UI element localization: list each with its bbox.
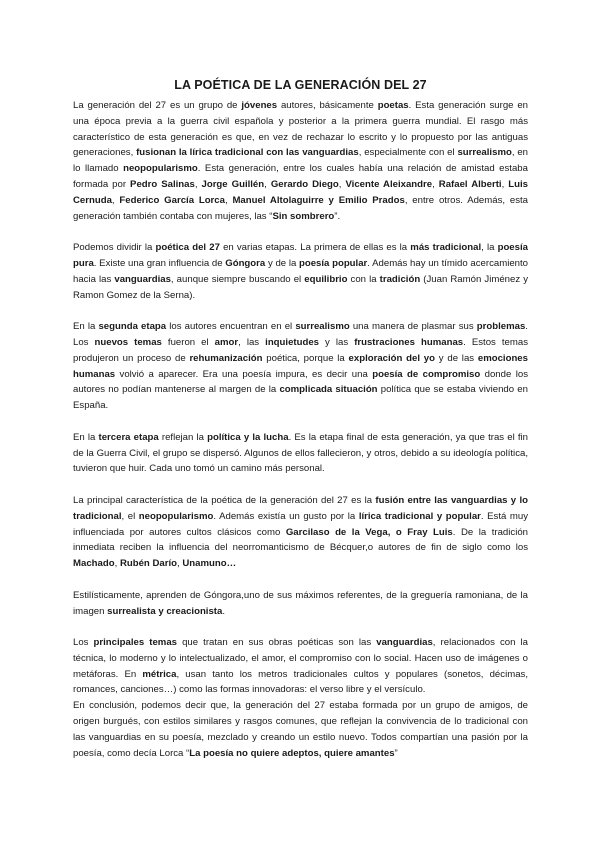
text-run: , la [481,242,498,254]
document-body [73,98,528,761]
text-run: En la [73,321,99,333]
bold-text-run: vanguardias [114,273,171,285]
bold-text-run: lírica tradicional y popular [358,510,481,522]
text-run: los autores encuentran en el [166,321,296,333]
text-run: Los [73,637,94,649]
paragraph [73,635,528,698]
bold-text-run: exploración del yo [348,352,436,364]
text-run: . Está muy influenciada por autores cultos clásicos como [73,510,529,538]
text-run: ”. [334,210,341,222]
bold-text-run: La poesía no quiere adeptos, quiere amantes [189,747,395,759]
text-run: autores, básicamente [277,100,378,111]
bold-text-run: más tradicional [410,242,482,254]
text-run: , aunque siempre buscando el [170,273,305,285]
text-run: En conclusión, podemos decir que, la generación del 27 estaba formada por un grupo de amigos, de origen burgués, con estilos similares y rasgos comunes, que reflejan la convivencia de lo tradicional con las vanguardias en su poesía, mezclado y creando un estilo nuevo. Todos compartían una pasión por la poesía, como decía Lorca “ [73,700,528,759]
text-run: y de las [435,352,478,364]
paragraph [73,698,528,761]
text-run: donde los autores no podían mantenerse al margen de la [73,368,528,396]
bold-text-run: Manuel Altolaguirre y Emilio Prados [232,194,405,206]
text-run: . Es la etapa final de esta generación, ya que tras el fin de la Guerra Civil, el grupo se dispersó. Algunos de ellos fallecieron, y otros, debido a su ideología política, tuvieron que huir. Cada uno tomó un camino más personal. [73,431,528,475]
bold-text-run: neopopularismo [123,163,198,175]
bold-text-run: vanguardias [376,637,433,649]
text-run: , [114,558,120,570]
bold-text-run: complicada situación [279,384,378,396]
bold-text-run: emociones humanas [73,352,528,380]
bold-text-run: principales temas [93,637,178,649]
bold-text-run: Pedro Salinas [130,178,195,190]
bold-text-run: poesía popular [299,257,368,269]
bold-text-run: política y la lucha [207,431,289,443]
text-run: y de la [265,257,299,269]
text-run: La principal característica de la poética de la generación del 27 es la [73,494,376,506]
text-run: La generación del 27 es un grupo de [73,100,242,111]
text-run: . Además hay un tímido acercamiento hacia las [73,257,528,285]
bold-text-run: equilibrio [304,273,348,285]
text-run: reflejan la [158,431,208,443]
bold-text-run: segunda etapa [98,321,167,333]
bold-text-run: tradición [379,273,421,285]
paragraph [73,493,528,572]
text-run: con la [347,273,380,285]
bold-text-run: surrealismo [295,321,350,333]
bold-text-run: Vicente Aleixandre [345,178,433,190]
bold-text-run: Rafael Alberti [438,178,502,190]
text-run: ” [394,747,398,759]
bold-text-run: Luis Cernuda [73,178,529,206]
paragraph [73,240,528,303]
bold-text-run: tercera etapa [98,431,159,443]
bold-text-run: Rubén Darío [119,558,177,570]
paragraph [73,588,528,620]
text-run: , [432,178,439,190]
bold-text-run: fusión entre las vanguardias y lo tradicional [73,494,528,522]
text-run: , [264,178,271,190]
text-run: . De la tradición inmediata reciben la influencia del neorromanticismo de Bécquer,o autores de fin de siglo como los [73,526,528,554]
bold-text-run: rehumanización [189,352,263,364]
bold-text-run: jóvenes [241,100,278,111]
bold-text-run: poesía de compromiso [372,368,481,380]
bold-text-run: Jorge Guillén [201,178,265,190]
text-run: , las [238,336,266,348]
paragraph [73,98,528,224]
bold-text-run: Federico García Lorca [119,194,225,206]
text-run: . Existe una gran influencia de [93,257,226,269]
bold-text-run: Garcilaso de la Vega, o Fray Luis [285,526,453,538]
bold-text-run: Unamuno… [182,558,237,570]
text-run: . Además existía un gusto por la [213,510,359,522]
text-run: . Esta generación, entre los cuales había una relación de amistad estaba formada por [73,163,528,190]
text-run: poética, porque la [262,352,349,364]
bold-text-run: poetas [377,100,409,111]
text-run: fueron el [161,336,215,348]
bold-text-run: surrealista y creacionista [107,605,223,617]
text-run: , [176,558,183,570]
text-run: . Esta generación surge en una época previa a la guerra civil española y posterior a la primera guerra mundial. El rasgo más característico de esta generación es que, en vez de rechazar lo escrito y lo propuesto por las antiguas generaciones, [73,100,529,159]
text-run: (Juan Ramón Jiménez y Ramon Gomez de la Serna). [73,273,529,301]
paragraph [73,430,528,477]
text-run: Podemos dividir la [73,242,156,254]
text-run: política que se estaba viviendo en España. [73,384,528,412]
bold-text-run: Góngora [225,257,266,269]
bold-text-run: poesía pura [73,242,528,269]
bold-text-run: frustraciones humanas [354,336,464,348]
text-run: una manera de plasmar sus [349,321,477,333]
text-run: , [111,194,120,206]
bold-text-run: Sin sombrero [272,210,335,222]
bold-text-run: problemas [476,321,526,333]
bold-text-run: Machado [73,558,115,570]
text-run: . [222,605,226,617]
paragraph [73,319,528,414]
text-run: , relacionados con la técnica, lo moderno y lo intelectualizado, el amor, el compromiso con lo social. Hacen uso de imágenes o metáforas. En [73,637,529,680]
bold-text-run: nuevos temas [94,336,162,348]
text-run: . Los [73,321,528,348]
text-run: , el [121,510,139,522]
bold-text-run: amor [214,336,239,348]
text-run: que tratan en sus obras poéticas son las [177,637,377,649]
bold-text-run: Gerardo Diego [270,178,339,190]
text-run: y las [319,336,355,348]
text-run: , [224,194,233,206]
text-run: , en lo llamado [73,147,528,175]
text-run: , especialmente con el [358,147,458,159]
text-run: volvió a aparecer. Era una poesía impura, es decir una [115,368,373,380]
bold-text-run: neopopularismo [138,510,214,522]
bold-text-run: fusionan la lírica tradicional con las vanguardias [136,147,359,159]
bold-text-run: surrealismo [457,147,512,159]
text-run: en varias etapas. La primera de ellas es la [219,242,411,254]
text-run: En la [73,431,99,443]
text-run: , [501,178,509,190]
bold-text-run: métrica [142,668,177,680]
text-run: , usan tanto los metros tradicionales cultos y populares (sonetos, décimas, romances, canciones…) como las formas innovadoras: el verso libre y el versículo. [73,668,528,696]
text-run: Estilísticamente, aprenden de Góngora,uno de sus máximos referentes, de la greguería ramoniana, de la imagen [73,589,528,617]
bold-text-run: inquietudes [265,336,319,348]
text-run: , [194,178,202,190]
document-title: LA POÉTICA DE LA GENERACIÓN DEL 27 [174,78,427,92]
text-run: . Estos temas produjeron un proceso de [73,336,528,364]
text-run: , entre otros. Además, esta generación también contaba con mujeres, las “ [73,194,528,222]
bold-text-run: poética del 27 [155,242,220,254]
text-run: , [338,178,346,190]
